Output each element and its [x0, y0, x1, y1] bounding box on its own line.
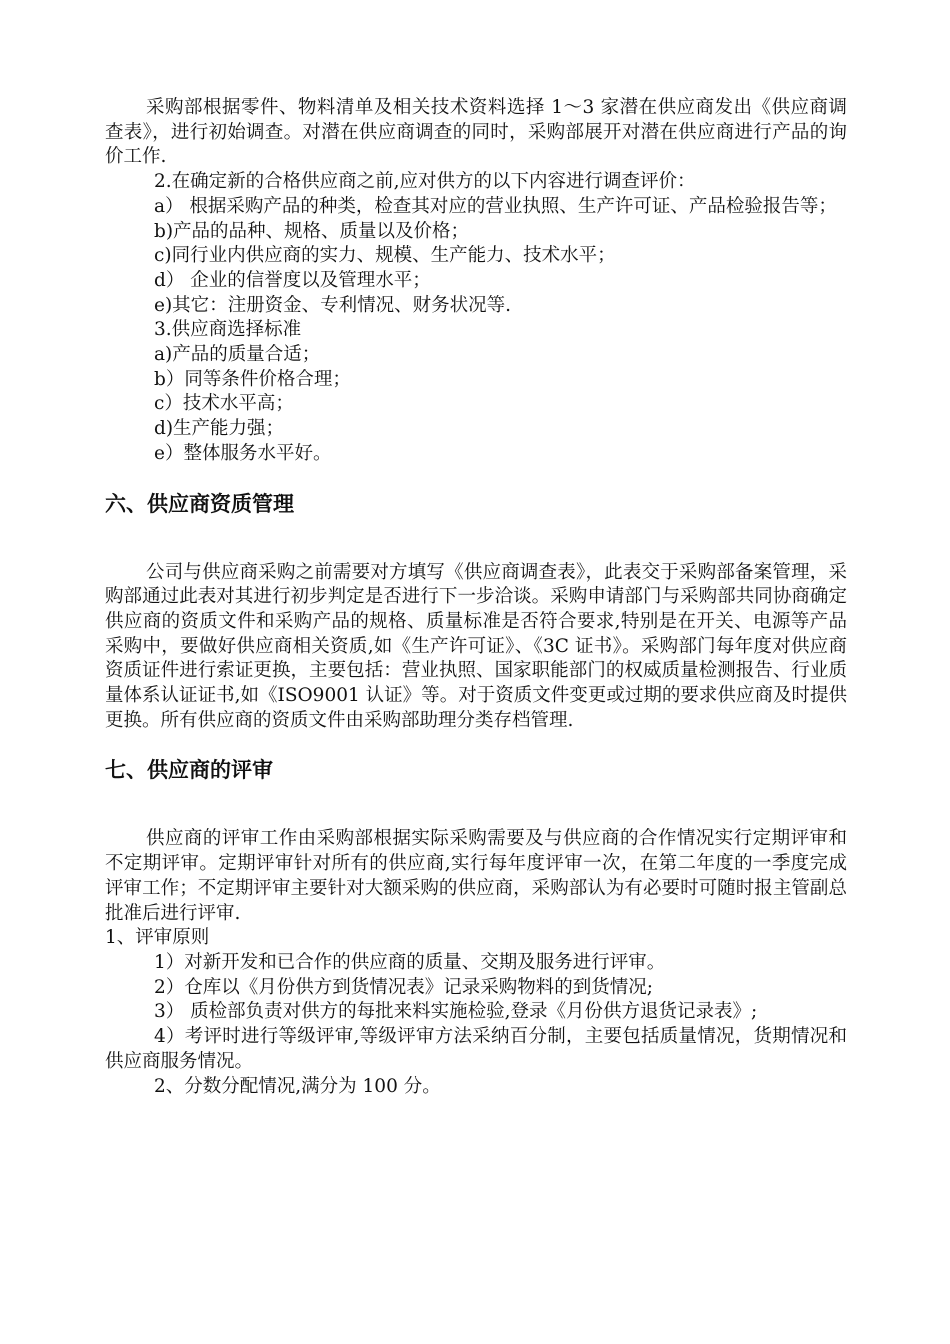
criteria-item-c: c)同行业内供应商的实力、规模、生产能力、技术水平；	[154, 245, 616, 267]
section-7-paragraph: 供应商的评审工作由采购部根据实际采购需要及与供应商的合作情况实行定期评审和不定期评审。定期评审针对所有的供应商,实行每年度评审一次，在第二年度的一季度完成评审工作；不定期评审主要针对大额采购的供应商，采购部认为有必要时可随时报主管副总批准后进行评审.	[105, 828, 847, 924]
principle-3: 3） 质检部负责对供方的每批来料实施检验,登录《月份供方退货记录表》;	[154, 1001, 758, 1023]
standard-item-b: b）同等条件价格合理；	[154, 368, 351, 390]
criteria-heading-2: 2.在确定新的合格供应商之前,应对供方的以下内容进行调查评价：	[154, 171, 696, 193]
section-6-heading: 六、供应商资质管理	[105, 491, 294, 516]
standards-heading-3: 3.供应商选择标准	[154, 319, 302, 341]
criteria-item-d: d） 企业的信誉度以及管理水平；	[154, 269, 431, 291]
section-7-heading: 七、供应商的评审	[105, 758, 273, 783]
principle-4: 4）考评时进行等级评审,等级评审方法采纳百分制，主要包括质量情况，货期情况和供应商服务情况。	[105, 1026, 847, 1072]
document-page	[105, 96, 847, 1099]
review-principles-heading: 1、评审原则	[105, 927, 210, 949]
principle-1: 1）对新开发和已合作的供应商的质量、交期及服务进行评审。	[154, 951, 666, 973]
criteria-item-b: b)产品的品种、规格、质量以及价格；	[154, 220, 470, 242]
section-6-paragraph: 公司与供应商采购之前需要对方填写《供应商调查表》，此表交于采购部备案管理，采购部通过此表对其进行初步判定是否进行下一步洽谈。采购申请部门与采购部共同协商确定供应商的资质文件和采购产品的规格、质量标准是否符合要求,特别是在开关、电源等产品采购中，要做好供应商相关资质,如《生产许可证》、《3C 证书》。采购部门每年度对供应商资质证件进行索证更换，主要包括：营业执照、国家职能部门的权威质量检测报告、行业质量体系认证证书,如《ISO9001 认证》等。对于资质文件变更或过期的要求供应商及时提供更换。所有供应商的资质文件由采购部助理分类存档管理.	[105, 561, 847, 731]
standard-item-a: a)产品的质量合适；	[154, 344, 321, 366]
standard-item-e: e）整体服务水平好。	[154, 442, 332, 464]
standard-item-c: c）技术水平高；	[154, 393, 294, 415]
standard-item-d: d)生产能力强；	[154, 418, 285, 440]
criteria-item-e: e)其它：注册资金、专利情况、财务状况等.	[154, 294, 512, 316]
intro-paragraph: 采购部根据零件、物料清单及相关技术资料选择 1～3 家潜在供应商发出《供应商调查表》，进行初始调查。对潜在供应商调查的同时，采购部展开对潜在供应商进行产品的询价工作.	[105, 97, 847, 168]
criteria-item-a: a） 根据采购产品的种类，检查其对应的营业执照、生产许可证、产品检验报告等；	[154, 195, 837, 217]
score-allocation-heading: 2、分数分配情况,满分为 100 分。	[154, 1075, 441, 1097]
principle-2: 2）仓库以《月份供方到货情况表》记录采购物料的到货情况;	[154, 976, 654, 998]
